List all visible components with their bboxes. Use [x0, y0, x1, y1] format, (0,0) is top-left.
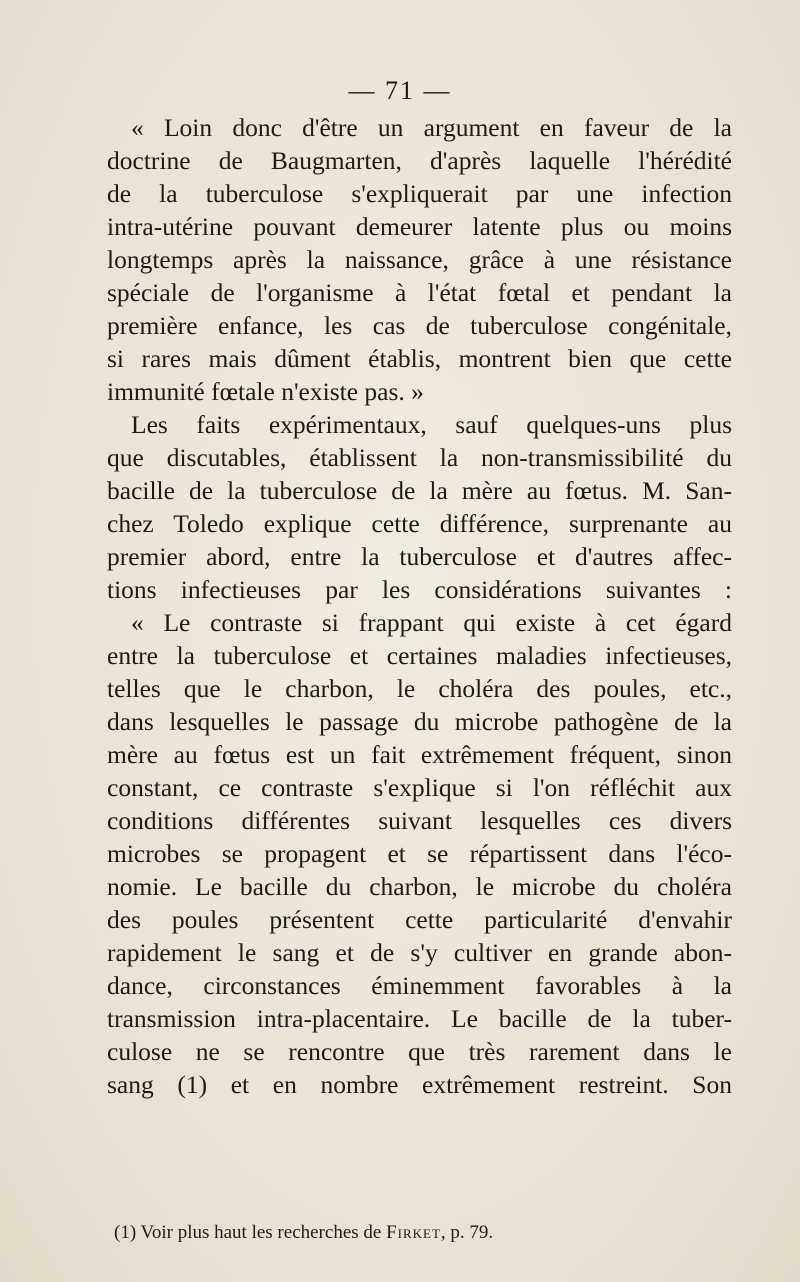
text-line: immunité fœtale n'existe pas. »: [107, 377, 424, 406]
text-line: dans lesquelles le passage du microbe pathogène de la: [107, 707, 732, 736]
text-line: de la tuberculose s'expliquerait par une infection: [107, 179, 732, 208]
footnote-suffix: , p. 79.: [440, 1222, 494, 1243]
page-number: — 71 —: [348, 76, 452, 105]
text-line: constant, ce contraste s'explique si l'on réfléchit aux: [107, 773, 732, 802]
footnote-author: Firket: [386, 1222, 441, 1243]
text-line: spéciale de l'organisme à l'état fœtal et pendant la: [107, 278, 732, 307]
text-line: première enfance, les cas de tuberculose congénitale,: [107, 311, 732, 340]
footnote: [114, 1221, 734, 1245]
text-line: mère au fœtus est un fait extrêmement fréquent, sinon: [107, 740, 732, 769]
text-line: culose ne se rencontre que très rarement dans le: [107, 1037, 732, 1066]
text-line: rapidement le sang et de s'y cultiver en grande abon-: [107, 938, 732, 967]
text-line: intra-utérine pouvant demeurer latente plus ou moins: [107, 212, 732, 241]
text-line: sang (1) et en nombre extrêmement restreint. Son: [107, 1070, 732, 1099]
text-line: dance, circonstances éminemment favorables à la: [107, 971, 732, 1000]
text-line: « Le contraste si frappant qui existe à cet égard: [131, 608, 732, 637]
text-line: si rares mais dûment établis, montrent bien que cette: [107, 344, 732, 373]
text-line: transmission intra-placentaire. Le bacille de la tuber-: [107, 1004, 732, 1033]
text-line: premier abord, entre la tuberculose et d'autres affec-: [107, 542, 732, 571]
text-line: conditions différentes suivant lesquelles ces divers: [107, 806, 732, 835]
text-line: des poules présentent cette particularité d'envahir: [107, 905, 732, 934]
text-line: que discutables, établissent la non-transmissibilité du: [107, 443, 732, 472]
text-line: nomie. Le bacille du charbon, le microbe du choléra: [107, 872, 732, 901]
text-line: « Loin donc d'être un argument en faveur de la: [131, 113, 732, 142]
text-line: telles que le charbon, le choléra des poules, etc.,: [107, 674, 732, 703]
body-text: [107, 111, 732, 1101]
text-line: tions infectieuses par les considérations suivantes :: [107, 575, 732, 604]
text-line: entre la tuberculose et certaines maladies infectieuses,: [107, 641, 732, 670]
text-line: doctrine de Baugmarten, d'après laquelle l'hérédité: [107, 146, 732, 175]
text-line: longtemps après la naissance, grâce à une résistance: [107, 245, 732, 274]
text-line: microbes se propagent et se répartissent dans l'éco-: [107, 839, 732, 868]
text-line: Les faits expérimentaux, sauf quelques-uns plus: [131, 410, 732, 439]
text-line: chez Toledo explique cette différence, surprenante au: [107, 509, 732, 538]
text-line: bacille de la tuberculose de la mère au fœtus. M. San-: [107, 476, 732, 505]
footnote-text: (1) Voir plus haut les recherches de: [114, 1222, 387, 1243]
